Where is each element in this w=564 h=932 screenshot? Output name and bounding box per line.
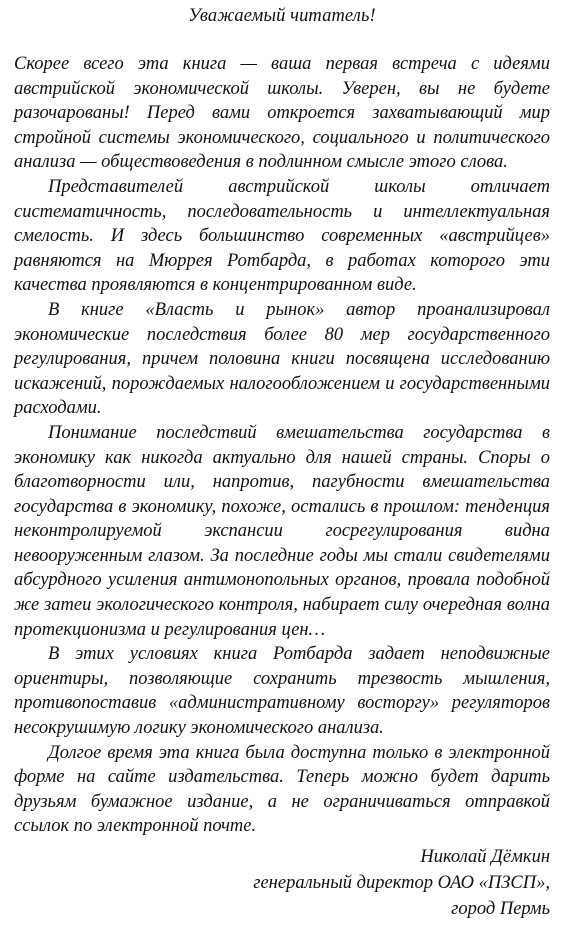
signature-city: город Пермь <box>451 899 550 919</box>
signature-name: Николай Дёмкин <box>420 847 550 867</box>
paragraph-1: Скорее всего эта книга — ваша первая встреча с идеями австрийской экономической школы. Уверен, вы не будете разочарованы! Перед вами откроется захватывающий мир стройной системы экономического, социального и политического анализа — обществоведения в подлинном смысле этого слова. <box>14 54 550 173</box>
paragraph-5: В этих условиях книга Ротбарда задает неподвижные ориентиры, позволяющие сохранить трезвость мышления, противопоставив «административному восторгу» регуляторов несокрушимую логику экономического анализа. <box>14 644 550 739</box>
greeting-heading: Уважаемый читатель! <box>188 6 376 26</box>
letter-body <box>14 52 550 839</box>
paragraph-4: Понимание последствий вмешательства государства в экономику как никогда актуально для нашей страны. Споры о благотворности или, напротив, пагубности вмешательства государства в экономику, похоже, остались в прошлом: тенденция неконтролируемой экспансии госрегулирования видна невооруженным глазом. За последние годы мы стали свидетелями абсурдного усиления антимонопольных органов, провала подобной же затеи экологического контроля, набирает силу очередная волна протекционизма и регулирования цен… <box>14 422 550 640</box>
paragraph-6: Долгое время эта книга была доступна только в электронной форме на сайте издательства. Теперь можно будет дарить друзьям бумажное издание, а не ограничиваться отправкой ссылок по электронной почте. <box>14 742 550 837</box>
paragraph-3: В книге «Власть и рынок» автор проанализировал экономические последствия более 80 мер государственного регулирования, причем половина книги посвящена исследованию искажений, порождаемых налогообложением и государственными расходами. <box>14 299 550 419</box>
paragraph-2: Представителей австрийской школы отличает систематичность, последовательность и интеллектуальная смелость. И здесь большинство современных «австрийцев» равняются на Мюррея Ротбарда, в работах которого эти качества проявляются в концентрированном виде. <box>14 176 550 296</box>
signature-block <box>253 844 550 922</box>
signature-position: генеральный директор ОАО «ПЗСП», <box>253 873 550 893</box>
